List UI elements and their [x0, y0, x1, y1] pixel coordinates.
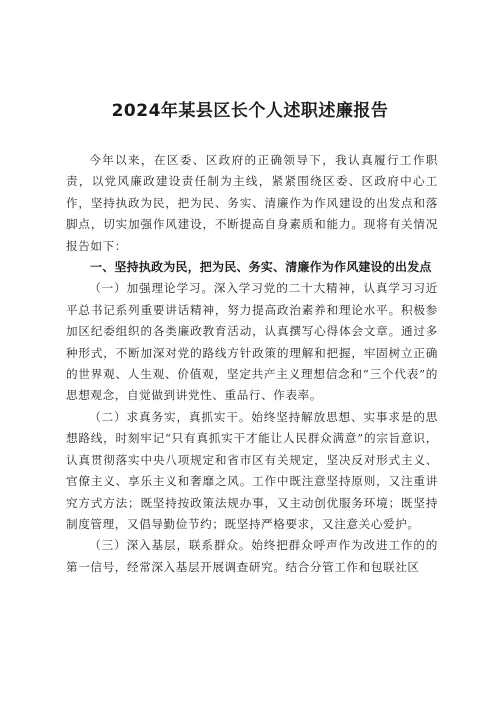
section-heading: 一、坚持执政为民，把为民、务实、清廉作为作风建设的出发点 [90, 260, 432, 275]
paragraph-grassroots: （三）深入基层，联系群众。始终把群众呼声作为改进工作的的第一信号，经常深入基层开展调查研究。结合分管工作和包联社区 [66, 538, 438, 574]
document-title: 2024年某县区长个人述职述廉报告 [111, 101, 389, 121]
document-body [66, 150, 438, 578]
paragraph-pragmatic-work: （二）求真务实，真抓实干。始终坚持解放思想、实事求是的思想路线，时刻牢记“只有真抓实干才能让人民群众满意”的宗旨意识，认真贯彻落实中央八项规定和省市区有关规定，坚决反对形式主义、官僚主义、享乐主义和奢靡之风。工作中既注意坚持原则，又注重讲究方式方法；既坚持按政策法规办事，又主动创优服务环境；既坚持制度管理，又倡导勤俭节约；既坚持严格要求，又注意关心爱护。 [66, 409, 438, 531]
intro-paragraph: 今年以来，在区委、区政府的正确领导下，我认真履行工作职责，以党风廉政建设责任制为主线，紧紧围绕区委、区政府中心工作，坚持执政为民，把为民、务实、清廉作为作风建设的出发点和落脚点，切实加强作风建设，不断提高自身素质和能力。现将有关情况报告如下： [66, 153, 438, 253]
paragraph-theory-study: （一）加强理论学习。深入学习党的二十大精神，认真学习习近平总书记系列重要讲话精神，努力提高政治素养和理论水平。积极参加区纪委组织的各类廉政教育活动，认真撰写心得体会文章。通过多种形式，不断加深对党的路线方针政策的理解和把握，牢固树立正确的世界观、人生观、价值观，坚定共产主义理想信念和“三个代表”的思想观念，自觉做到讲党性、重品行、作表率。 [66, 281, 438, 403]
